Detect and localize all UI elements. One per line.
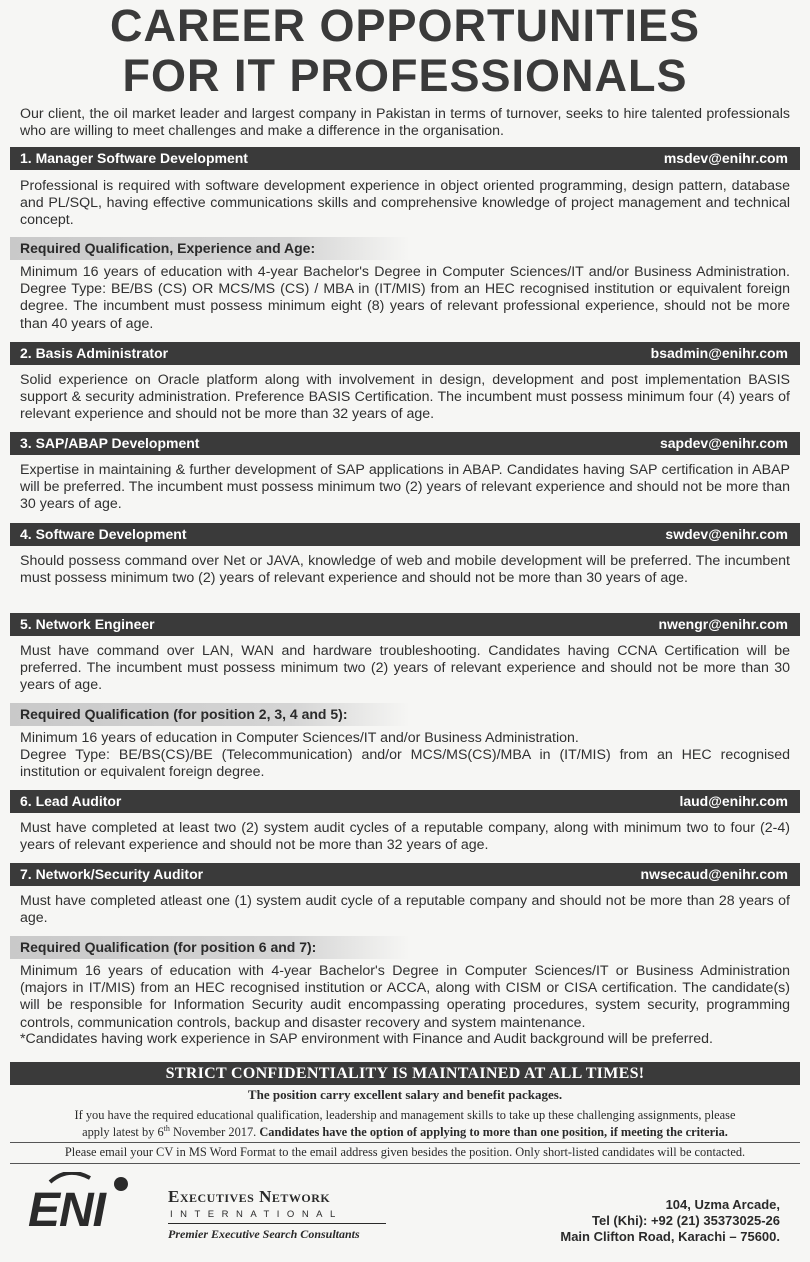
position-description-7: Must have completed atleast one (1) system audit cycle of a reputable company and should not be more than 28 years of age. [20, 893, 790, 927]
qualification-heading-1 [10, 237, 410, 260]
divider [10, 1142, 800, 1143]
qualification-text-3: Minimum 16 years of education with 4-year Bachelor's Degree in Computer Sciences/IT or Business Administration (majors in IT/MIS) from an HEC recognised institution or ACCA, along with CISM or CISA certification. The candidate(s) will be responsible for Information Security audit encompassing operating procedures, system security, programming controls, communication controls, backup and disaster recovery and system maintenance. [20, 963, 790, 1031]
qualification-heading-2 [10, 703, 410, 726]
position-bar-1 [10, 147, 800, 170]
position-email[interactable]: nwengr@enihr.com [658, 616, 788, 632]
position-title: 3. SAP/ABAP Development [20, 435, 200, 451]
company-subname: INTERNATIONAL [170, 1209, 343, 1220]
position-title: 4. Software Development [20, 526, 187, 542]
qualification-text-1: Minimum 16 years of education with 4-year Bachelor's Degree in Computer Sciences/IT and/or Business Administration. Degree Type: BE/BS (CS) OR MCS/MS (CS) / MBA in (IT/MIS) from an HEC recognised institution or equivalent foreign degree. The incumbent must possess minimum eight (8) years of relevant professional experience, should not be more than 40 years of age. [20, 264, 790, 332]
company-tagline: Premier Executive Search Consultants [168, 1227, 360, 1241]
intro-text: Our client, the oil market leader and largest company in Pakistan in terms of turnover, seeks to hire talented professionals who are willing to meet challenges and make a difference in the organisation. [20, 106, 790, 140]
position-bar-5 [10, 613, 800, 636]
salary-note: The position carry excellent salary and benefit packages. [247, 1087, 563, 1102]
position-description-2: Solid experience on Oracle platform along with involvement in design, development and post implementation BASIS support & security administration. Preference BASIS Certification. The incumbent must possess minimum four (4) years of relevant experience and should not be more than 32 years of age. [20, 372, 790, 423]
qualification-text-2b: Degree Type: BE/BS(CS)/BE (Telecommunication) and/or MCS/MS(CS)/MBA in (IT/MIS) from an HEC recognised institution or equivalent foreign degree. [20, 747, 790, 781]
position-title: 5. Network Engineer [20, 616, 155, 632]
apply-line2-bold: Candidates have the option of applying to more than one position, if meeting the criteria. [259, 1125, 728, 1140]
phone: Tel (Khi): +92 (21) 35373025-26 [592, 1213, 780, 1228]
apply-line2-sup: th [163, 1124, 170, 1133]
position-bar-7 [10, 863, 800, 886]
qualification-heading-text: Required Qualification (for position 6 and 7): [20, 939, 317, 955]
position-email[interactable]: bsadmin@enihr.com [650, 345, 788, 361]
company-divider [168, 1223, 386, 1224]
qualification-heading-text: Required Qualification (for position 2, 3, 4 and 5): [20, 706, 348, 722]
qualification-note-3: *Candidates having work experience in SAP environment with Finance and Audit background will be preferred. [20, 1031, 713, 1047]
position-description-6: Must have completed at least two (2) system audit cycles of a reputable company, along with minimum two to four (2-4) years of relevant experience and should not be more than 32 years of age. [20, 820, 790, 854]
logo-text: ENI [28, 1184, 106, 1237]
position-email[interactable]: nwsecaud@enihr.com [640, 866, 788, 882]
position-email[interactable]: swdev@enihr.com [665, 526, 788, 542]
position-bar-2 [10, 342, 800, 365]
email-note: Please email your CV in MS Word Format to the email address given besides the position. Only short-listed candidates will be contacted. [64, 1145, 746, 1159]
position-description-4: Should possess command over Net or JAVA, knowledge of web and mobile development will be preferred. The incumbent must possess minimum two (2) years of relevant experience and should not be more than 30 years of age. [20, 553, 790, 587]
qualification-heading-text: Required Qualification, Experience and Age: [20, 240, 316, 256]
position-description-1: Professional is required with software development experience in object oriented programming, design pattern, database and PL/SQL, having effective communications skills and comprehensive knowledge of project management and technical concept. [20, 178, 790, 229]
page-title-line2: FOR IT PROFESSIONALS [122, 50, 688, 101]
position-bar-4 [10, 523, 800, 546]
qualification-text-2a: Minimum 16 years of education in Computer Sciences/IT and/or Business Administration. [20, 730, 579, 746]
address-line1: 104, Uzma Arcade, [665, 1197, 780, 1212]
qualification-heading-3 [10, 936, 410, 959]
position-description-3: Expertise in maintaining & further development of SAP applications in ABAP. Candidates having SAP certification in ABAP will be preferred. The incumbent must possess minimum two (2) years of relevant experience and should not be more than 30 years of age. [20, 462, 790, 513]
apply-line2 [10, 1124, 800, 1140]
company-contact [560, 1197, 780, 1245]
company-name: Executives Network [168, 1187, 331, 1206]
eni-logo [28, 1172, 138, 1242]
confidentiality-notice: STRICT CONFIDENTIALITY IS MAINTAINED AT ALL TIMES! [10, 1062, 800, 1085]
apply-line1: If you have the required educational qualification, leadership and management skills to take up these challenging assignments, please [74, 1108, 736, 1122]
position-title: 7. Network/Security Auditor [20, 866, 204, 882]
position-bar-3 [10, 432, 800, 455]
position-description-5: Must have command over LAN, WAN and hardware troubleshooting. Candidates having CCNA Certification will be preferred. The incumbent must possess minimum two (2) years of relevant experience and should not be more than 30 years of age. [20, 643, 790, 694]
divider [10, 1163, 800, 1164]
position-title: 1. Manager Software Development [20, 150, 248, 166]
apply-line2-date: November 2017. [169, 1125, 260, 1140]
apply-line2-prefix: apply latest by 6 [82, 1125, 164, 1140]
page-title-line1: CAREER OPPORTUNITIES [109, 0, 701, 51]
position-title: 2. Basis Administrator [20, 345, 169, 361]
position-bar-6 [10, 790, 800, 813]
position-email[interactable]: laud@enihr.com [679, 793, 788, 809]
position-title: 6. Lead Auditor [20, 793, 122, 809]
address-line2: Main Clifton Road, Karachi – 75600. [560, 1229, 780, 1244]
position-email[interactable]: msdev@enihr.com [663, 150, 788, 166]
position-email[interactable]: sapdev@enihr.com [659, 435, 788, 451]
